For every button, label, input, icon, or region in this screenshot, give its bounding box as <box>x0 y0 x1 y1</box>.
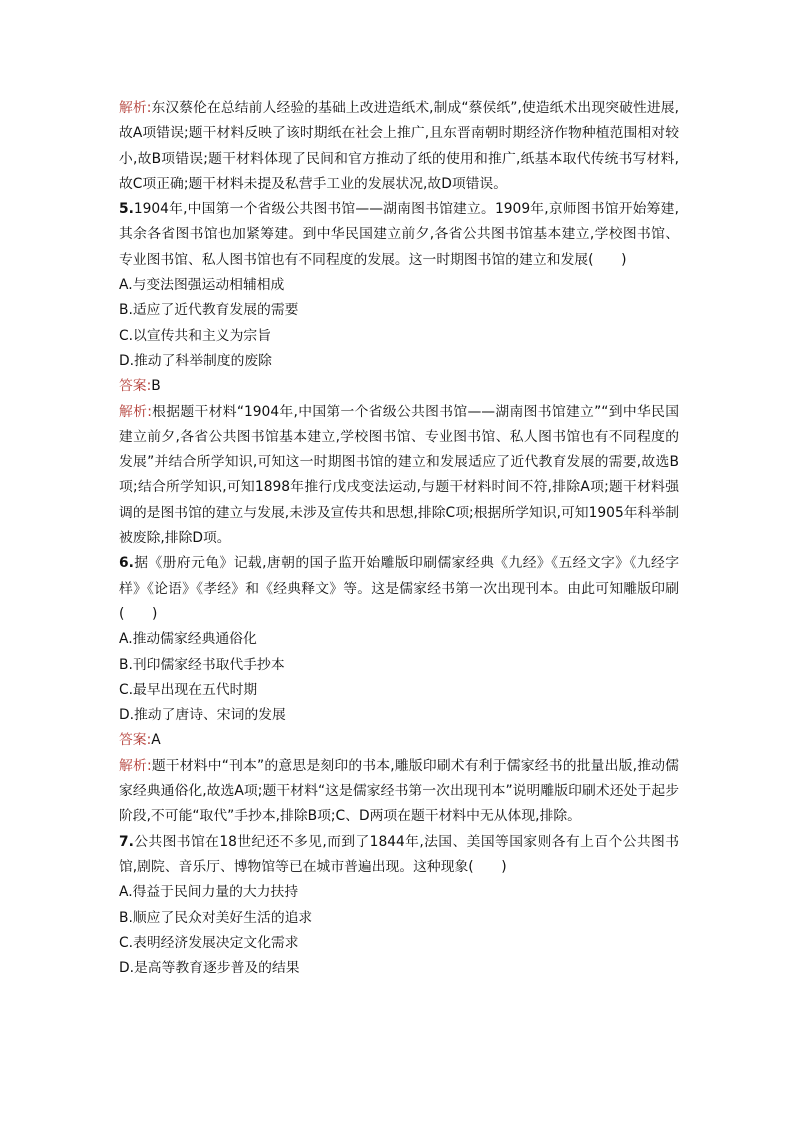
answer-label: 答案: <box>119 732 152 749</box>
question-number: 7. <box>119 833 134 850</box>
answer-value: A <box>151 732 161 749</box>
question-6 <box>119 551 679 627</box>
option-c <box>119 324 679 349</box>
answer-line <box>119 374 679 399</box>
option-d <box>119 956 679 981</box>
analysis-text: 题干材料中“刊本”的意思是刻印的书本,雕版印刷术有利于儒家经书的批量出版,推动儒家经典通俗化,故选A项;题干材料“这是儒家经书第一次出现刊本”说明雕版印刷术还处于起步阶段,不可能“取代”手抄本,排除B项;C、D两项在题干材料中无从体现,排除。 <box>119 757 679 825</box>
analysis-text: 东汉蔡伦在总结前人经验的基础上改进造纸术,制成“蔡侯纸”,使造纸术出现突破性进展,故A项错误;题干材料反映了该时期纸在社会上推广,且东晋南朝时期经济作物种植范围相对较小,故B项错误;题干材料体现了民间和官方推动了纸的使用和推广,纸基本取代传统书写材料,故C项正确;题干材料未提及私营手工业的发展状况,故D项错误。 <box>119 100 679 192</box>
question-number: 6. <box>119 555 134 572</box>
answer-label: 答案: <box>119 378 152 395</box>
option-text: C.表明经济发展决定文化需求 <box>119 934 299 951</box>
question-7 <box>119 830 679 881</box>
option-text: B.顺应了民众对美好生活的追求 <box>119 909 313 926</box>
option-d <box>119 349 679 374</box>
option-a <box>119 880 679 905</box>
option-text: C.最早出现在五代时期 <box>119 681 258 698</box>
option-c <box>119 678 679 703</box>
option-b <box>119 653 679 678</box>
option-b <box>119 298 679 323</box>
analysis-paragraph <box>119 754 679 830</box>
option-a <box>119 273 679 298</box>
analysis-paragraph <box>119 96 679 197</box>
option-text: D.推动了科举制度的废除 <box>119 352 272 369</box>
analysis-text: 根据题干材料“1904年,中国第一个省级公共图书馆——湖南图书馆建立”“到中华民国建立前夕,各省公共图书馆基本建立,学校图书馆、专业图书馆、私人图书馆也有不同程度的发展”并结合所学知识,可知这一时期图书馆的建立和发展适应了近代教育发展的需要,故选B项;结合所学知识,可知1898年推行戊戌变法运动,与题干材料时间不符,排除A项;题干材料强调的是图书馆的建立与发展,未涉及宣传共和思想,排除C项;根据所学知识,可知1905年科举制被废除,排除D项。 <box>119 403 679 547</box>
option-text: B.刊印儒家经书取代手抄本 <box>119 656 285 673</box>
option-text: D.是高等教育逐步普及的结果 <box>119 960 300 977</box>
question-stem: 公共图书馆在18世纪还不多见,而到了1844年,法国、美国等国家则各有上百个公共图书馆,剧院、音乐厅、博物馆等已在城市普遍出现。这种现象( ) <box>119 833 679 875</box>
option-a <box>119 627 679 652</box>
answer-line <box>119 728 679 753</box>
option-text: A.与变法图强运动相辅相成 <box>119 277 285 294</box>
analysis-label: 解析: <box>119 757 152 774</box>
question-number: 5. <box>119 201 134 218</box>
option-text: B.适应了近代教育发展的需要 <box>119 302 299 319</box>
document-page <box>119 96 679 981</box>
option-c <box>119 931 679 956</box>
option-text: A.得益于民间力量的大力扶持 <box>119 884 299 901</box>
option-d <box>119 703 679 728</box>
question-stem: 据《册府元龟》记载,唐朝的国子监开始雕版印刷儒家经典《九经》《五经文字》《九经字样》《论语》《孝经》和《经典释文》等。这是儒家经书第一次出现刊本。由此可知雕版印刷( ) <box>119 555 679 622</box>
analysis-paragraph <box>119 400 679 552</box>
analysis-label: 解析: <box>119 403 152 420</box>
analysis-label: 解析: <box>119 100 152 116</box>
answer-value: B <box>151 378 161 395</box>
option-text: D.推动了唐诗、宋词的发展 <box>119 707 286 724</box>
question-5 <box>119 197 679 273</box>
option-text: C.以宣传共和主义为宗旨 <box>119 327 271 344</box>
question-stem: 1904年,中国第一个省级公共图书馆——湖南图书馆建立。1909年,京师图书馆开始筹建,其余各省图书馆也加紧筹建。到中华民国建立前夕,各省公共图书馆基本建立,学校图书馆、专业图书馆、私人图书馆也有不同程度的发展。这一时期图书馆的建立和发展( ) <box>119 201 679 268</box>
option-b <box>119 906 679 931</box>
option-text: A.推动儒家经典通俗化 <box>119 631 257 648</box>
